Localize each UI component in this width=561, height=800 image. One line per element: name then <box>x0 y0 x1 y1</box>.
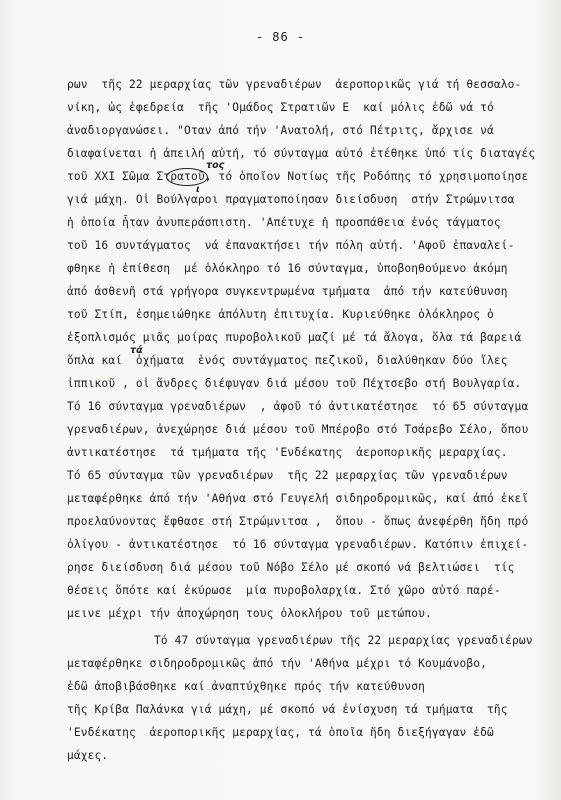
text-line: Τό 47 σύνταγμα γρεναδιέρων τῆς 22 μεραρχίας γρεναδιέρων <box>154 634 533 647</box>
text-line: γιά μάχη. Οἱ Βούλγαροι πραγματοποίησαν διείσδυση στήν Στρώμνιτσα <box>67 193 515 206</box>
text-line: διαφαίνεται ἡ ἀπειλή αὐτή, τό σύνταγμα αὐτό ἐτέθηκε ὑπό τίς διαταγές <box>67 147 536 160</box>
text-line: τοῦ Στίπ, ἐσημειώθηκε ἀπόλυτη ἐπιτυχία. Κυριεύθηκε ὁλόκληρος ὁ <box>67 308 494 321</box>
text-line: ἀντικατέστησε τά τμήματα τῆς 'Ενδέκατης ἀεροπορικῆς μεραρχίας. <box>67 446 508 459</box>
text-line: ὀλίγου - ἀντικατέστησε τό 16 σύνταγμα γρεναδιέρων. Κατόπιν ἐπιχεί- <box>67 538 529 551</box>
text-line: προελαύνοντας ἔφθασε στή Στρώμνιτσα , ὅπου - ὅπως ἀνεφέρθη ἤδη πρό <box>67 515 529 528</box>
handwritten-annotation: τος <box>206 160 225 171</box>
text-line: τῆς Κρίβα Παλάνκα γιά μάχη, μέ σκοπό νά ἐνίσχυση τά τμήματα τῆς <box>67 703 508 716</box>
text-line: ἀναδιοργανώσει. "Οταν ἀπό τήν 'Ανατολή, στό Πέτριτς, ἄρχισε νά <box>67 124 494 137</box>
text-line: γρεναδιέρων, ἀνεχώρησε διά μέσου τοῦ Μπέροβο στό Τσάρεβο Σέλο, ὅπου <box>67 423 529 436</box>
text-line: θέσεις ὅπότε καί ἐκύρωσε μία πυροβολαρχία. Στό χῶρο αὐτό παρέ- <box>67 584 501 597</box>
text-line: φθηκε ἡ ἐπίθεση μέ ὁλόκληρο τό 16 σύνταγμα, ὑποβοηθούμενο ἀκόμη <box>67 262 508 275</box>
text-line: μεταφέρθηκε ἀπό τήν 'Αθήνα στό Γευγελή σιδηροδρομικῶς, καί ἀπό ἐκεῖ <box>67 492 529 505</box>
page-number: - 86 - <box>255 30 306 44</box>
handwritten-annotation: τά <box>130 345 143 356</box>
text-line: ἐδῶ ἀποβιβάσθηκε καί ἀναπτύχθηκε πρός τήν κατεύθυνση <box>67 680 426 693</box>
handwritten-annotation: ι <box>196 184 200 195</box>
text-line: ἐξοπλισμός μιᾶς μοίρας πυροβολικοῦ μαζί μέ τά ἄλογα, ὅλα τά βαρειά <box>67 331 522 344</box>
text-line: ἀπό ἀσθενῆ στά γρήγορα συγκεντρωμένα τμήματα ἀπό τήν κατεύθυνση <box>67 285 508 298</box>
text-line: Τό 65 σύνταγμα τῶν γρεναδιέρων τῆς 22 μεραρχίας τῶν γρεναδιέρων <box>67 469 508 482</box>
text-line: νίκη, ὡς ἐφεδρεία τῆς 'Ομάδος Στρατιῶν Ε καί μόλις ἐδῶ νά τό <box>67 101 494 114</box>
text-line: ρων τῆς 22 μεραρχίας τῶν γρεναδιέρων ἀεροπορικῶς γιά τή θεσσαλο- <box>67 78 522 91</box>
text-line: ἱππικοῦ , οἱ ἄνδρες διέφυγαν διά μέσου τοῦ Πέχτσεβο στή Βουλγαρία. <box>67 377 522 390</box>
text-line: τοῦ XXI Σῶμα Στρατοῦ, τό ὁποῖον Νοτίως τῆς Ροδόπης τό χρησιμοποίησε <box>67 170 529 183</box>
text-line: μεινε μέχρι τήν ἀποχώρηση τους ὁλοκλήρου τοῦ μετώπου. <box>67 607 432 620</box>
text-line: μεταφέρθηκε σιδηροδρομικῶς ἀπό τήν 'Αθήνα μέχρι τό Κουμάνοβο, <box>67 657 488 670</box>
text-line: ἡ ὁποία ἦταν ἀνυπεράσπιστη. 'Απέτυχε ἡ προσπάθεια ἑνός τάγματος <box>67 216 501 229</box>
text-line: Τό 16 σύνταγμα γρεναδιέρων , ἀφοῦ τό ἀντικατέστησε τό 65 σύνταγμα <box>67 400 529 413</box>
text-line: ρησε διείσδυση διά μέσου τοῦ Νόβο Σέλο μέ σκοπό νά βελτιώσει τίς <box>67 561 515 574</box>
handwritten-circle-mark <box>166 168 208 186</box>
text-line: μάχες. <box>67 749 109 762</box>
text-line: ὅπλα καί ὀχήματα ἑνός συντάγματος πεζικοῦ, διαλύθηκαν δύο ἴλες <box>67 354 508 367</box>
text-line: τοῦ 16 συντάγματος νά ἐπανακτήσει τήν πόλη αὐτή. 'Αφοῦ ἐπαναλεί- <box>67 239 515 252</box>
text-line: 'Ενδέκατης ἀεροπορικῆς μεραρχίας, τά ὁποῖα ἤδη διεξήγαγαν ἐδῶ <box>67 726 494 739</box>
